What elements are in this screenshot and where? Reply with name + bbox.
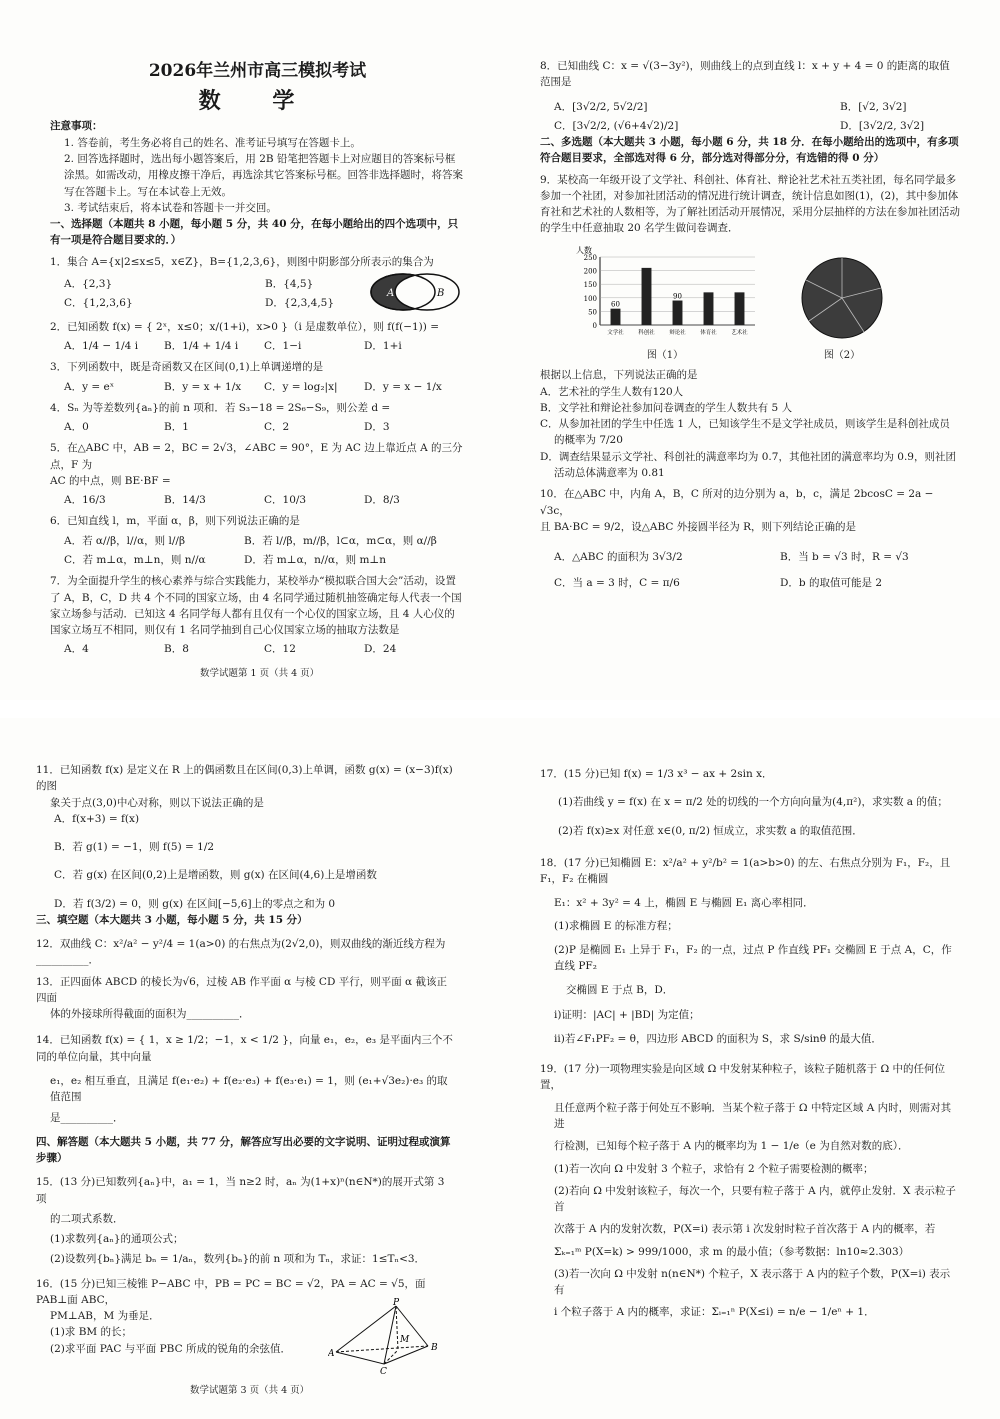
option-a: A．f(x+3) = f(x) [54, 812, 140, 825]
question-13 [36, 974, 456, 1023]
question-6 [50, 513, 465, 568]
page-gap [0, 700, 1000, 718]
x-tick-label: 艺术社 [731, 329, 748, 336]
option-d-cont: 活动总体满意率为 0.81 [554, 467, 665, 480]
figure-1-caption: 图（1） [646, 349, 684, 361]
option-a: A．16/3 [64, 494, 106, 507]
notice-title: 注意事项： [50, 120, 103, 133]
point-p: P [393, 1297, 400, 1308]
option-c: C．从参加社团的学生中任选 1 人，已知该学生不是文学社成员，则该学生是科创社成员 [540, 418, 950, 431]
question-part-2: (2)求平面 PAC 与平面 PBC 所成的锐角的余弦值． [50, 1342, 291, 1355]
left-column [36, 762, 456, 1376]
option-b: B．当 b = √3 时，R = √3 [780, 551, 909, 564]
notice-item: 1. 答卷前，考生务必将自己的姓名、准考证号填写在答题卡上。 [64, 136, 361, 149]
question-stem-cont: 体的外接球所得截面的面积为__________． [50, 1008, 250, 1021]
option-d: D．y = x − 1/x [364, 380, 442, 393]
question-stem: 18．(17 分)已知椭圆 E：x²/a² + y²/b² = 1(a>b>0) 的左、右焦点分别为 F₁，F₂，且 F₁，F₂ 在椭圆 [540, 856, 951, 886]
option-b: B．1/4 + 1/4 i [164, 340, 239, 353]
question-stem-cont: E₁：x² + 3y² = 4 上，椭圆 E 与椭圆 E₁ 离心率相同． [554, 897, 814, 910]
option-c: C．[3√2/2, (√6+4√2)/2] [554, 119, 679, 132]
question-stem-cont: AC 的中点，则 BE·BF = [50, 474, 171, 487]
data-label: 60 [611, 300, 620, 309]
option-d: D．8/3 [364, 494, 400, 507]
venn-diagram [365, 270, 465, 314]
question-stem: 6．已知直线 l，m，平面 α，β，则下列说法正确的是 [50, 515, 300, 528]
section-heading-multi: 二、多选题（本大题共 3 小题，每小题 6 分，共 18 分．在每小题给出的选项中，有多项符合题目要求，全部选对得 6 分，部分选对得部分分，有选错的得 0 分） [540, 136, 959, 165]
option-a: A．若 α//β，l//α，则 l//β [64, 534, 186, 547]
question-11 [36, 762, 456, 912]
question-1 [50, 254, 465, 314]
question-17 [540, 766, 960, 839]
question-stem-cont: 且 BA·BC = 9/2，设△ABC 外接圆半径为 R，则下列结论正确的是 [540, 520, 856, 533]
option-a: A．1/4 − 1/4 i [64, 340, 139, 353]
question-stem-cont: 象关于点(3,0)中心对称，则以下说法正确的是 [50, 796, 264, 809]
y-tick-label: 0 [592, 321, 597, 330]
question-2 [50, 319, 465, 355]
bar [673, 300, 683, 324]
question-stem: 14．已知函数 f(x) = { 1，x ≥ 1/2；−1，x < 1/2 }，向量 e₁，e₂，e₃ 是平面内三个不同的单位向量，其中向量 [36, 1034, 453, 1063]
option-c: C．1−i [264, 340, 302, 353]
option-d: D．若 m⊥α，n//α，则 m⊥n [244, 554, 387, 567]
question-stem: 17．(15 分)已知 f(x) = 1/3 x³ − ax + 2sin x． [540, 768, 773, 780]
x-tick-label: 体育社 [700, 329, 717, 336]
question-8 [540, 58, 960, 134]
option-c: C．10/3 [264, 494, 307, 507]
question-part-2: (2)若向 Ω 中发射该粒子，每次一个，只要有粒子落于 A 内，就停止发射．X 表示粒子首 [554, 1184, 956, 1214]
option-b: B．[√2, 3√2] [840, 100, 907, 113]
option-b: B．若 l//β，m//β，l⊂α，m⊂α，则 α//β [244, 534, 437, 547]
question-lead: 根据以上信息，下列说法正确的是 [540, 369, 698, 382]
figure-2-caption: 图（2） [823, 349, 861, 361]
option-b: B．1 [164, 421, 189, 434]
question-stem-cont: 的二项式系数． [50, 1212, 124, 1225]
question-4 [50, 400, 465, 436]
question-stem: 15．(13 分)已知数列{aₙ}中，a₁ = 1，当 n≥2 时，aₙ 为(1+x)ⁿ(n∈N*)的展开式第 3 项 [36, 1176, 445, 1205]
page-footer: 数学试题第 3 页（共 4 页） [190, 1385, 310, 1396]
option-a: A．[3√2/2, 5√2/2] [554, 100, 648, 113]
question-stem: 3．下列函数中，既是奇函数又在区间(0,1)上单调递增的是 [50, 361, 324, 374]
option-b: B．8 [164, 643, 189, 656]
question-stem: 9．某校高一年级开设了文学社、科创社、体育社、辩论社艺术社五类社团，每名同学最多参加一个社团，对参加社团活动的情况进行统计调查，统计信息如图(1)，(2)，其中参加体育社和艺术社的人数相等，为了解社团活动开展情况，采用分层抽样的方法在参加社团活动的学生中任意抽取 20 名学生做问卷调查． [540, 173, 960, 235]
option-c: C．{1,2,3,6} [64, 296, 133, 309]
bar [642, 268, 652, 325]
option-a: A．△ABC 的面积为 3√3/2 [554, 551, 683, 564]
question-part-1: (1)求数列{aₙ}的通项公式； [50, 1233, 184, 1246]
question-stem-cont: PM⊥AB，M 为垂足． [50, 1310, 160, 1323]
chart-ylabel: 人数 [576, 245, 592, 255]
notice-item: 3. 考试结束后，将本试卷和答题卡一并交回。 [64, 201, 277, 214]
question-12: 12．双曲线 C：x²/a² − y²/4 = 1(a>0) 的右焦点为(2√2,0)，则双曲线的渐近线方程为__________． [36, 938, 446, 967]
question-stem-cont: 行检测，已知每个粒子落于 A 内的概率均为 1 − 1/e（e 为自然对数的底）． [554, 1140, 909, 1153]
left-column [50, 58, 465, 658]
option-c: C．2 [264, 421, 290, 434]
question-stem: 10．在△ABC 中，内角 A，B，C 所对的边分别为 a，b，c，满足 2bcosC = 2a − √3c， [540, 488, 934, 517]
question-part-2-cont: 次落于 A 内的发射次数，P(X=i) 表示第 i 次发射时粒子首次落于 A 内的概率，若 [554, 1223, 936, 1236]
x-tick-label: 科创社 [638, 329, 655, 336]
notice-item: 2. 回答选择题时，选出每小题答案后，用 2B 铅笔把答题卡上对应题目的答案标号框涂黑。如需改动，用橡皮擦干净后，再选涂其它答案标号框。回答非选择题时，将答案写在答题卡上。写在本试卷上无效。 [64, 152, 463, 198]
question-stem: 19．(17 分)一项物理实验是向区域 Ω 中发射某种粒子，该粒子随机落于 Ω 中的任何位置， [540, 1063, 946, 1092]
pyramid-figure [328, 1298, 448, 1376]
question-part-2-ii: ⅱ)若∠F₁PF₂ = θ，四边形 ABCD 的面积为 S，求 S/sinθ 的最大值． [554, 1032, 882, 1045]
question-stem: 7．为全面提升学生的核心素养与综合实践能力，某校举办“模拟联合国大会”活动，设置了 A，B，C，D 共 4 个不同的国家立场，由 4 名同学通过随机抽签确定每人代表一个国家立场参与活动．已知这 4 名同学每人都有且仅有一个心仪的国家立场，且 4 人心仪的国家立场互不相同，则仅有 1 名同学抽到自己心仪国家立场的抽取方法数是 [50, 575, 462, 637]
option-d: D．[3√2/2, 3√2] [840, 119, 925, 132]
question-stem: 13．正四面体 ABCD 的棱长为√6，过棱 AB 作平面 α 与棱 CD 平行，则平面 α 截该正四面 [36, 975, 447, 1004]
page-footer: 数学试题第 1 页（共 4 页） [200, 668, 320, 679]
question-stem-cont: 是__________． [50, 1111, 124, 1124]
y-tick-label: 100 [583, 294, 597, 303]
question-part-2-i: ⅰ)证明：|AC| + |BD| 为定值； [554, 1008, 700, 1021]
question-stem: 16．(15 分)已知三棱锥 P−ABC 中，PB = PC = BC = √2，PA = AC = √5，面 PAB⊥面 ABC， [36, 1277, 426, 1306]
question-5 [50, 440, 465, 508]
question-10 [540, 486, 960, 591]
option-c: C．12 [264, 643, 296, 656]
figure-row [570, 243, 960, 364]
exam-sheet-page-1 [0, 0, 1000, 700]
question-14 [36, 1032, 456, 1125]
exam-title: 2026年兰州市高三模拟考试 [148, 61, 367, 81]
question-part-1: (1)若曲线 y = f(x) 在 x = π/2 处的切线的一个方向向量为(4,π²)，求实数 a 的值； [558, 796, 948, 809]
y-tick-label: 200 [583, 267, 597, 276]
question-stem: 8．已知曲线 C：x = √(3−3y²)，则曲线上的点到直线 l：x + y + 4 = 0 的距离的取值范围是 [540, 60, 950, 89]
figure-1 [570, 243, 760, 364]
option-c: C．若 g(x) 在区间(0,2)上是增函数，则 g(x) 在区间(4,6)上是增函数 [54, 869, 377, 882]
option-a: A．y = eˣ [64, 380, 115, 393]
y-tick-label: 250 [583, 253, 597, 262]
question-stem: 11．已知函数 f(x) 是定义在 R 上的偶函数且在区间(0,3)上单调，函数 g(x) = (x−3)f(x) 的图 [36, 764, 453, 793]
option-b: B．14/3 [164, 494, 206, 507]
question-part-3: (3)若一次向 Ω 中发射 n(n∈N*) 个粒子，X 表示落于 A 内的粒子个数，P(X=i) 表示有 [554, 1267, 951, 1297]
question-part-3-cont: i 个粒子落于 A 内的概率，求证：Σᵢ₌₁ⁿ P(X≤i) = n/e − 1/eⁿ + 1． [554, 1306, 875, 1319]
point-m: M [400, 1334, 410, 1345]
x-tick-label: 文学社 [607, 329, 624, 336]
figure-2 [794, 255, 890, 364]
option-c: C．y = log₂|x| [264, 380, 338, 393]
question-stem: 5．在△ABC 中，AB = 2，BC = 2√3，∠ABC = 90°，E 为 AC 边上靠近点 A 的三分点，F 为 [50, 442, 463, 471]
section-heading-choice: 一、选择题（本题共 8 小题，每小题 5 分，共 40 分，在每小题给出的四个选项中，只有一项是符合题目要求的．） [50, 218, 459, 247]
question-stem: 4．Sₙ 为等差数列{aₙ}的前 n 项和．若 S₃−18 = 2S₆−S₉，则公差 d = [50, 401, 391, 414]
venn-label-b: B [437, 287, 445, 299]
right-column [540, 766, 960, 1321]
y-tick-label: 50 [588, 308, 597, 317]
question-16 [36, 1276, 456, 1376]
option-b: B．若 g(1) = −1，则 f(5) = 1/2 [54, 841, 215, 854]
option-b: B．文学社和辩论社参加问卷调查的学生人数共有 5 人 [540, 401, 793, 414]
question-15 [36, 1174, 456, 1267]
option-d: D．若 f(3/2) = 0，则 g(x) 在区间[−5,6]上的零点之和为 0 [54, 897, 336, 910]
option-a: A．0 [64, 421, 89, 434]
option-b: B．{4,5} [265, 277, 314, 290]
section-heading-solve: 四、解答题（本大题共 5 小题，共 77 分，解答应写出必要的文字说明、证明过程或演算步骤） [36, 1135, 451, 1165]
pie-chart [794, 255, 890, 341]
right-column [540, 58, 960, 592]
option-c-cont: 的概率为 7/20 [554, 434, 623, 447]
bar [704, 292, 714, 325]
point-a: A [328, 1348, 335, 1359]
question-part-1: (1)求 BM 的长； [50, 1326, 133, 1339]
question-3 [50, 359, 465, 395]
subject-title: 数 学 [198, 88, 317, 115]
option-a: A．艺术社的学生人数有120人 [540, 385, 684, 398]
x-tick-label: 辩论社 [669, 329, 686, 336]
question-19 [540, 1061, 960, 1320]
y-tick-label: 150 [583, 280, 597, 289]
question-9 [540, 172, 960, 482]
exam-sheet-page-3 [0, 718, 1000, 1419]
question-stem: 1．集合 A={x|2≤x≤5，x∈Z}，B={1,2,3,6}，则图中阴影部分所表示的集合为 [50, 255, 434, 268]
bar [611, 308, 621, 324]
option-b: B．y = x + 1/x [164, 380, 242, 393]
option-d: D．{2,3,4,5} [265, 296, 335, 309]
data-label: 90 [673, 292, 682, 301]
bar [735, 292, 745, 325]
question-part-2: (2)若 f(x)≥x 对任意 x∈(0, π/2) 恒成立，求实数 a 的取值范围． [558, 824, 863, 837]
option-c: C．当 a = 3 时，C = π/6 [554, 577, 680, 590]
option-a: A．4 [64, 643, 89, 656]
question-7 [50, 573, 465, 657]
section-heading-fill: 三、填空题（本大题共 3 小题，每小题 5 分，共 15 分） [36, 913, 308, 926]
question-stem: 2．已知函数 f(x) = { 2ˣ，x≤0；x/(1+i)，x>0 }（i 是虚数单位），则 f(f(−1)) = [50, 320, 440, 333]
option-d: D．b 的取值可能是 2 [780, 577, 882, 590]
question-part-1: (1)求椭圆 E 的标准方程； [554, 919, 678, 932]
point-b: B [431, 1342, 438, 1353]
question-part-2: (2)设数列{bₙ}满足 bₙ = 1/aₙ，数列{bₙ}的前 n 项和为 Tₙ，求证：1≤Tₙ<3． [50, 1253, 426, 1266]
option-c: C．若 m⊥α，m⊥n，则 n//α [64, 554, 206, 567]
option-a: A．{2,3} [64, 277, 113, 290]
point-c: C [380, 1366, 387, 1376]
question-part-1: (1)若一次向 Ω 中发射 3 个粒子，求恰有 2 个粒子需要检测的概率； [554, 1162, 874, 1175]
question-part-2-cont: Σₖ₌₁ᵐ P(X=k) > 999/1000，求 m 的最小值；（参考数据：ln10≈2.303） [554, 1245, 910, 1258]
option-d: D．24 [364, 643, 397, 656]
venn-label-a: A [387, 287, 395, 299]
option-d: D．3 [364, 421, 390, 434]
option-d: D．1+i [364, 340, 402, 353]
question-part-2-cont: 交椭圆 E 于点 B，D． [566, 984, 674, 997]
question-18 [540, 855, 960, 1047]
bar-chart [570, 243, 760, 341]
question-stem-cont: e₁，e₂ 相互垂直，且满足 f(e₁·e₂) + f(e₂·e₃) + f(e₃·e₁) = 1，则 (e₁+√3e₂)·e₃ 的取值范围 [50, 1074, 448, 1104]
option-d: D．调查结果显示文学社、科创社的满意率均为 0.7，其他社团的满意率均为 0.9，则社团 [540, 450, 956, 463]
question-part-2: (2)P 是椭圆 E₁ 上异于 F₁，F₂ 的一点，过点 P 作直线 PF₁ 交椭圆 E 于点 A，C，作直线 PF₂ [554, 943, 952, 973]
question-stem-cont: 且任意两个粒子落于何处互不影响．当某个粒子落于 Ω 中特定区域 A 内时，则需对其进 [554, 1101, 952, 1130]
